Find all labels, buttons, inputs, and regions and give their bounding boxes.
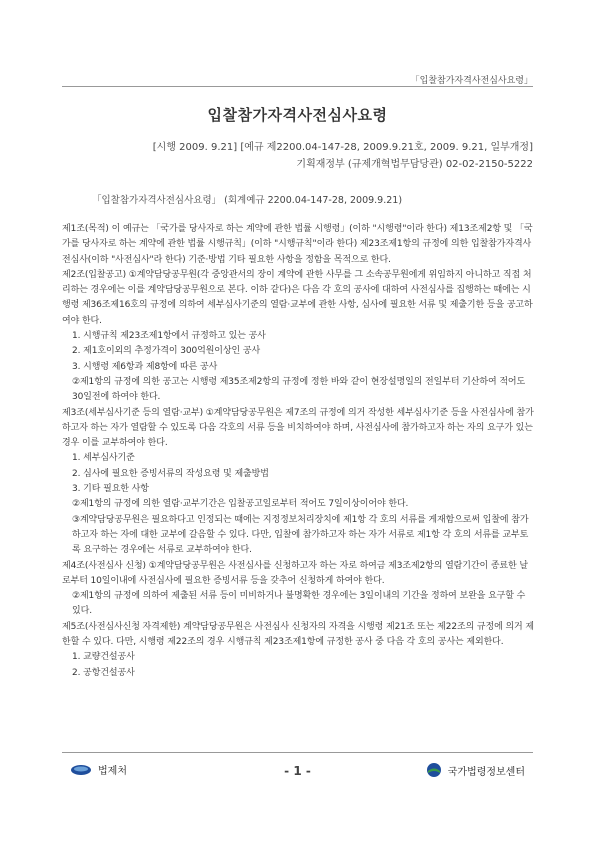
article-3-para-2: ②제1항의 규정에 의한 열람·교부기간은 입찰공고일로부터 적어도 7일이상이어야 한다. bbox=[72, 499, 409, 510]
footer-divider bbox=[62, 752, 533, 753]
article-4: 제4조(사전심사 신청) ①계약담당공무원은 사전심사를 신청하고자 하는 자로 하여금 제3조제2항의 열람기간이 종료한 날로부터 10일이내에 사전심사에 필요한 증빙서류 등을 갖추어 신청하게 하여야 한다. bbox=[62, 560, 528, 586]
article-3-item-1: 1. 세부심사기준 bbox=[72, 453, 135, 464]
article-2-para-2: ②제1항의 규정에 의한 공고는 시행령 제35조제2항의 규정에 정한 바와 같이 현장설명일의 전일부터 기산하여 적어도 30일전에 하여야 한다. bbox=[72, 376, 526, 403]
footer-right bbox=[426, 762, 525, 778]
article-3-item-2: 2. 심사에 필요한 증빙서류의 작성요령 및 제출방법 bbox=[72, 468, 269, 479]
article-2-item-2: 2. 제1호이외의 추정가격이 300억원이상인 공사 bbox=[72, 346, 261, 357]
footer-right-text: 국가법령정보센터 bbox=[447, 766, 525, 778]
document-body bbox=[62, 222, 534, 681]
article-4-para-2: ②제1항의 규정에 의하여 제출된 서류 등이 미비하거나 불명확한 경우에는 3일이내의 기간을 정하여 보완을 요구할 수 있다. bbox=[72, 591, 526, 617]
enforcement-info: [시행 2009. 9.21] [예규 제2200.04-147-28, 2009.9.21호, 2009. 9.21, 일부개정] bbox=[152, 142, 533, 153]
article-2: 제2조(입찰공고) ①계약담당공무원(각 중앙관서의 장이 계약에 관한 사무를 그 소속공무원에게 위임하지 아니하고 직접 처리하는 경우에는 이를 계약담당공무원으로 본다. 이하 같다)은 다음 각 호의 공사에 대하여 사전심사를 집행하는 때에는 시행령 제36조제16호의 규정에 의하여 세부심사기준의 열람·교부에 관한 사항, 심사에 필요한 서류 및 제출기한 등을 공고하여야 한다. bbox=[62, 269, 533, 326]
header-divider bbox=[62, 86, 533, 87]
page-number: - 1 - bbox=[284, 764, 311, 778]
document-title: 입찰참가자격사전심사요령 bbox=[207, 106, 388, 124]
article-2-item-1: 1. 시행규칙 제23조제1항에서 규정하고 있는 공사 bbox=[72, 331, 266, 342]
article-3: 제3조(세부심사기준 등의 열람·교부) ①계약담당공무원은 제7조의 규정에 의거 작성한 세부심사기준 등을 사전심사에 참가하고자 하는 자가 열람할 수 있도록 다음 각호의 서류 등을 비치하여야 하며, 사전심사에 참가하고자 하는 자의 요구가 있는 경우 이를 교부하여야 한다. bbox=[62, 407, 534, 449]
article-3-para-3: ③계약담당공무원은 필요하다고 인정되는 때에는 지정정보처리장치에 제1항 각 호의 서류를 게재함으로써 입찰에 참가하고자 하는 자에 대한 교부에 갈음할 수 있다. 다만, 입찰에 참가하고자 하는 자가 서류로 제1항 각 호의 서류를 교부토록 요구하는 경우에는 서류로 교부하여야 한다. bbox=[72, 514, 529, 556]
article-5-item-2: 2. 공항건설공사 bbox=[72, 667, 135, 678]
article-3-item-3: 3. 기타 필요한 사항 bbox=[72, 484, 149, 495]
footer-left-text: 법제처 bbox=[98, 766, 127, 777]
ministry-contact: 기획재정부 (규제개혁법무담당관) 02-02-2150-5222 bbox=[296, 159, 533, 170]
document-reference: 「입찰참가자격사전심사요령」 (회계예규 2200.04-147-28, 2009.9.21) bbox=[92, 195, 403, 206]
article-1: 제1조(목적) 이 예규는 「국가를 당사자로 하는 계약에 관한 법률 시행령」(이하 "시행령"이라 한다) 제13조제2항 및 「국가를 당사자로 하는 계약에 관한 법률 시행규칙」(이하 "시행규칙"이라 한다) 제23조제1항의 규정에 의한 입찰참가자격사전심사(이하 "사전심사"라 한다) 기준·방법 기타 필요한 사항을 정함을 목적으로 한다. bbox=[62, 224, 533, 265]
article-5: 제5조(사전심사신청 자격제한) 계약담당공무원은 사전심사 신청자의 자격을 시행령 제21조 또는 제22조의 규정에 의거 제한할 수 있다. 다만, 시행령 제22조의 경우 시행규칙 제23조제1항에 규정한 공사 중 다음 각 호의 공사는 제외한다. bbox=[62, 621, 535, 648]
page-footer bbox=[62, 762, 533, 784]
article-5-item-1: 1. 교량건설공사 bbox=[72, 652, 135, 663]
law-center-logo-icon bbox=[426, 762, 442, 778]
header-label: 「입찰참가자격사전심사요령」 bbox=[410, 76, 533, 86]
article-2-item-3: 3. 시행령 제6항과 제8항에 따른 공사 bbox=[72, 361, 218, 372]
